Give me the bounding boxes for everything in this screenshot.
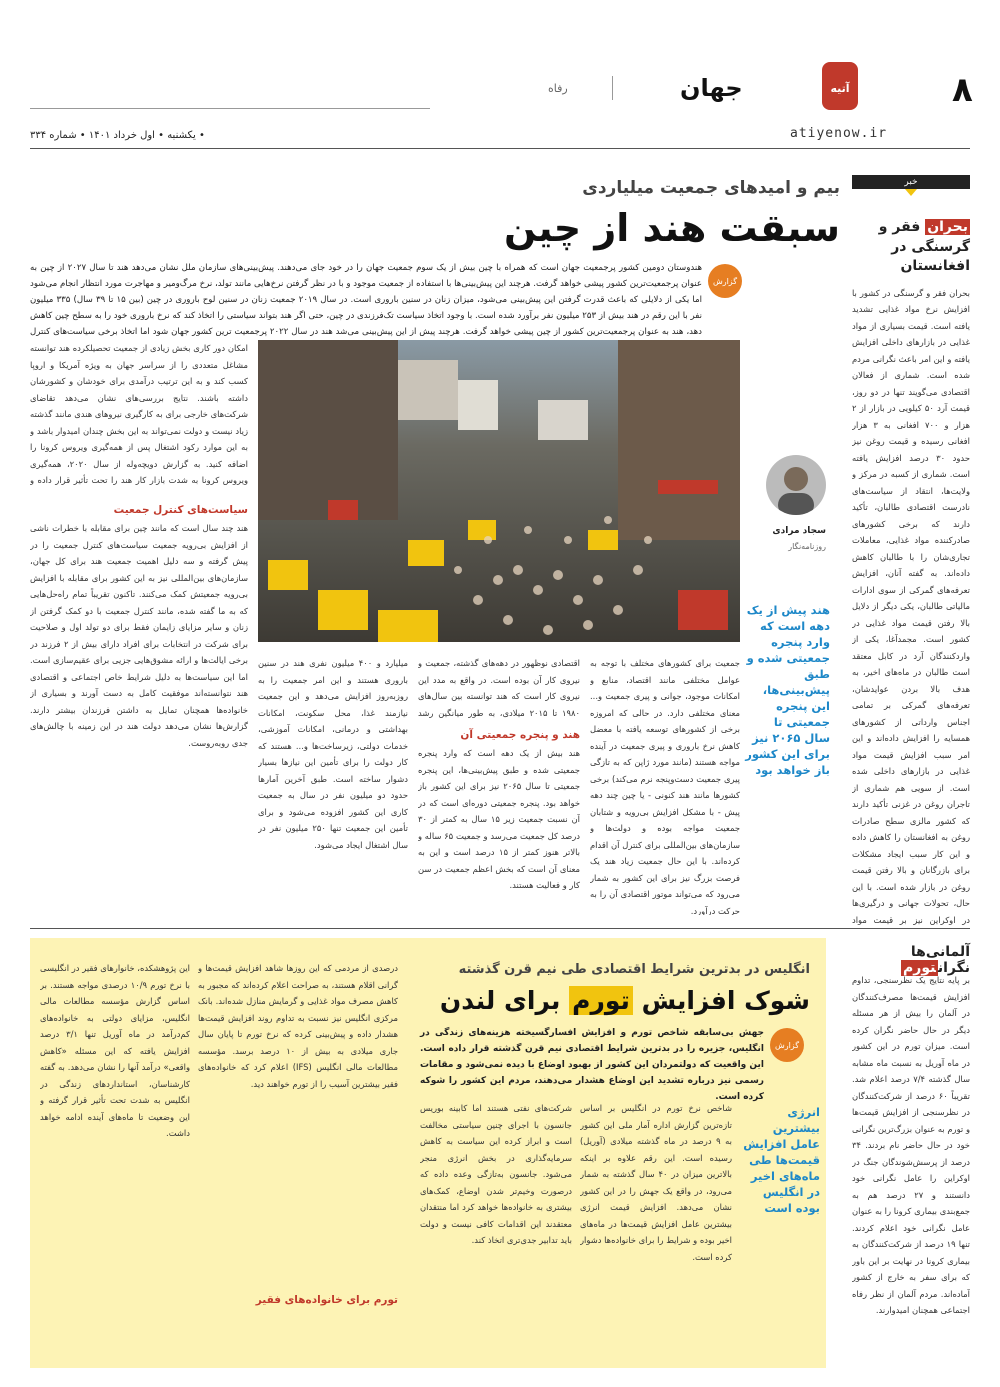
sidebar-body-2: بر پایه نتایج یک نظرسنجی، تداوم افزایش قیمت‌ها مصرف‌کنندگان در آلمان را بیش از هر مسئله دیگر در حال حاضر نگران کرده است. میزان تورم در این کشور در ماه آوریل به نسبت ماه مشابه سال گذشته ۷/۴ درصد اعلام شد. تقریباً ۶۰ درصد از شرکت‌کنندگان در نظرسنجی از افزایش قیمت‌ها و تورم به عنوان بزرگ‌ترین نگرانی خود در حال حاضر نام بردند. ۳۴ درصد از پرسش‌شوندگان جنگ در اوکراین را عامل نگرانی خود دانستند و ۲۷ درصد هم به جمع‌بندی بیماری کرونا را به عنوان عامل نگرانی خود اعلام کردند. تنها ۱۹ درصد از شرکت‌کنندگان به بیماری کرونا در نهایت بر این باور که برای سفر به خارج از کشور آماده‌اند. مردم آلمان از نظر رفاه اجتماعی همچنان امیدوارند. — [852, 975, 970, 1315]
article-kicker: بیم و امیدهای جمعیت میلیاردی — [582, 178, 840, 198]
feature-pull-quote: انرژی بیشترین عامل افزایش قیمت‌ها طی ماه‌های اخیر در انگلیس بوده است — [743, 1105, 820, 1215]
feature-headline — [420, 986, 810, 1015]
section-divider — [612, 76, 613, 100]
top-rule — [30, 108, 430, 109]
feature-kicker: انگلیس در بدترین شرایط اقتصادی طی نیم قرن گذشته — [458, 962, 810, 977]
sidebar-news-column — [852, 175, 970, 925]
section-title: جهان — [680, 74, 743, 102]
article-lead: هندوستان دومین کشور پرجمعیت جهان است که همراه با چین بیش از یک سوم جمعیت جهان را در خود جای می‌دهند. پیش‌بینی‌های سازمان ملل نشان می‌دهد هند تا سال ۲۰۲۷ از چین به عنوان پرجمعیت‌ترین کشور پیشی خواهد گرفت. هرچند این پیش‌بینی‌ها با استفاده از جمعیت موجود و با در نظر گرفتن نرخ‌هایی مانند تولد، نرخ مرگ‌ومیر و مهاجرت مورد انتظار انجام می‌شود اما یکی از دلایلی که باعث قدرت گرفتن این پیش‌بینی می‌شود، میزان زنان در سنین باروری است. در سال ۲۰۱۹ جمعیت زنان در سنین لوح باروری در چین (بین ۱۵ تا ۳۹ سال) ۳۳۵ میلیون نفر با این رقم در هند بیش از ۲۵۳ میلیون نفر برآورد شده است. با وجود اتخاذ سیاست تک‌فرزندی در چین، حتی اگر هند بتواند سیاستی را اتخاذ کند که نرخ باروری خود را به سطح چین کاهش دهد، هند به عنوان پرجمعیت‌ترین کشور از چین پیشی خواهد گرفت. هرچند پیش از این پیش‌بینی می‌شد هند در سال ۲۰۲۲ پرجمعیت ترین کشور جهان شود اما اتخاذ برخی سیاست‌های کنترل — [30, 263, 702, 337]
feature-column-3: درصدی از مردمی که این روزها شاهد افزایش قیمت‌ها و گرانی اقلام هستند، به صراحت اعلام کرده‌اند که مجبور به کاهش مصرف مواد غذایی و گرمایش منازل شده‌اند. بانک مرکزی انگلیس نیز نسبت به تداوم روند افزایش قیمت‌ها هشدار داده و پیش‌بینی کرده که نرخ تورم تا پایان سال جاری میلادی به بیش از ۱۰ درصد برسد. مؤسسه مطالعات مالی انگلیس (IFS) اعلام کرد که خانواده‌های فقیر بیشترین آسیب را از تورم خواهند دید. — [198, 963, 398, 1089]
subhead-population-window: هند و پنجره جمعیتی آن — [460, 729, 580, 741]
article-column-mid-a: میلیارد و ۴۰۰ میلیون نفری هند در سنین باروری هستند و این امر جمعیت را به روزبه‌روز افزایش می‌دهد و این جمعیت نیازمند غذا، محل سکونت، امکانات بهداشتی و درمانی، امکانات آموزشی، خدمات دولتی، زیرساخت‌ها و... هستند که کار دولت را برای تأمین این نیازها بسیار دشوار ساخته است. طبق آخرین آمارها حدود دو میلیون نفر در سال به جمعیت کاری این کشور افزوده می‌شود و برای تأمین این جمعیت تنها ۲۵۰ میلیون نفر در سال اشتغال ایجاد می‌شود. — [258, 658, 408, 850]
article-column-mid — [418, 655, 580, 910]
feature-column-1: شاخص نرخ تورم در انگلیس بر اساس تازه‌ترین گزارش اداره آمار ملی این کشور به ۹ درصد در ماه گذشته میلادی (آوریل) رسیده است. این رقم علاوه بر اینکه بالاترین میزان در ۴۰ سال گذشته به شمار می‌رود، در واقع یک جهش را در این کشور نشان می‌دهد. افزایش قیمت انرژی بیشترین عامل افزایش قیمت‌ها در ماه‌های اخیر بوده و شرایط را برای خانواده‌ها دشوار کرده است. — [580, 1103, 732, 1262]
crowd-street-photo — [258, 340, 740, 642]
author-role: روزنامه‌نگار — [788, 542, 826, 551]
subhead-poor-families: تورم برای خانواده‌های فقیر — [255, 1294, 398, 1306]
headline-highlight: بحران — [927, 219, 968, 235]
website-url[interactable]: atiyenow.ir — [790, 126, 888, 141]
article-headline: سبقت هند از چین — [504, 206, 840, 250]
article-column-left-top: امکان دور کاری بخش زیادی از جمعیت تحصیلکرده هند توانسته مشاغل متعددی را از سراسر جهان به ویژه آمریکا و اروپا کسب کند و به این ترتیب درآمدی برای خودشان و کشورشان داشته باشند. نتایج بررسی‌های نشان می‌دهد تقاضای شرکت‌های خارجی برای به کارگیری نیروهای هندی مانند گذشته زیاد نیست و دولت نمی‌تواند به این بخش چندان امیدوار باشد و به این موارد رکود اشتغال پس از همه‌گیری ویروس کرونا را اضافه کنید. به گزارش دویچه‌وله از سال ۲۰۲۰، همه‌گیری ویروس کرونا به شدت بازار کار هند را تحت تأثیر قرار داده و — [30, 343, 248, 485]
sidebar-body: بحران فقر و گرسنگی در کشور با افزایش نرخ مواد غذایی تشدید یافته است. قیمت بسیاری از مواد غذایی در بازارهای داخلی افزایش یافته و این امر باعث نگرانی مردم شده است. شماری از فعالان اقتصادی می‌گویند تنها در دو روز، قیمت آرد ۵۰ کیلویی در بازار از ۲ هزار و ۷۰۰ افغانی به ۳ هزار افغانی رسیده و قیمت روغن نیز حدود ۳۰ درصد افزایش یافته است. شماری از کسبه در مرکز و ولایت‌ها، انتقاد از سیاست‌های نادرست اقتصادی طالبان، تأکید دارند که برخی کشورهای صادرکننده مواد غذایی، معاملات تجاری‌شان را با طالبان کاهش داده‌اند. به گفته آنان، افزایش تعرفه‌های گمرکی از سوی ادارات مالیاتی طالبان، یکی دیگر از دلایل بالا رفتن قیمت مواد غذایی در کشور است. مجمدآغا، یکی از واردکنندگان آرد در کابل معتقد است طالبان در ماه‌های اخیر، به هدف بالا بردن عوایدشان، تعرفه‌های گمرکی بر تمامی اجناس وارداتی از کشورهای همسایه را افزایش داده‌اند و این امر سبب افزایش قیمت مواد غذایی در بازارهای داخلی شده است. از سویی هم شماری از تاجران روغن در غزنی تأکید دارند که کشور مالزی سطح صادرات روغن به افغانستان را کاهش داده و این کار سبب ایجاد مشکلات برای بازرگانان و بالا رفتن قیمت روغن در بازار شده است. با این حال، تحولات جهانی و درگیری‌ها در اوکراین نیز بر قیمت مواد — [852, 287, 970, 925]
author-name: سجاد مرادی — [772, 526, 826, 536]
feature-lead: جهش بی‌سابقه شاخص تورم و افزایش افسارگسیخته هزینه‌های زندگی در انگلیس، جزیره را در بدترین شرایط اقتصادی نیم قرن گذشته قرار داده است. این واقعیت که دولتمردان این کشور از بهبود اوضاع با دیده نمی‌شود و مقامات رسمی نیز درباره تشدید این اوضاع هشدار می‌دهند، مردم این کشور را شوکه کرده است. — [420, 1028, 764, 1102]
page-number: ۸ — [952, 70, 973, 110]
article-column-mid-b: اقتصادی نوظهور در دهه‌های گذشته، جمعیت و نیروی کار آن بوده است. در واقع به مدد این نیروی کار است که هند توانسته بین سال‌های ۱۹۸۰ تا ۲۰۱۵ میلادی، به طور میانگین رشد — [418, 658, 580, 718]
report-badge: گزارش — [708, 264, 742, 298]
sidebar-headline — [852, 218, 970, 277]
feature-headline-post: برای لندن — [439, 986, 561, 1015]
feature-column-4: این پژوهشکده، خانوارهای فقیر در انگلیسی با نرخ تورم ۱۰/۹ درصدی مواجه هستند. بر اساس گزارش مؤسسه مطالعات مالی انگلیس، مزایای دولتی به خانواده‌های کم‌درآمد در ماه آوریل تنها ۳/۱ درصد افزایش یافته که این مسئله «کاهش واقعی» درآمد آنها را نشان می‌دهد. به گفته کارشناسان، استانداردهای زندگی در انگلیس به شدت تحت تأثیر قرار گرفته و این وضعیت تا ماه‌های آینده ادامه خواهد داشت. — [40, 963, 190, 1138]
pull-quote: هند پیش از یک دهه است که وارد پنجره جمعیتی شده و طبق پیش‌بینی‌ها، این پنجره جمعیتی تا سال ۲۰۶۵ نیز برای این کشور باز خواهد بود — [745, 603, 830, 777]
author-portrait — [766, 455, 826, 515]
feature-column-3-wrap — [198, 960, 398, 1310]
section-rule — [30, 928, 970, 929]
arrow-down-icon — [905, 189, 917, 196]
issue-info: • یکشنبه • اول خرداد ۱۴۰۱ • شماره ۳۳۴ — [30, 130, 205, 141]
subhead-population-policy: سیاست‌های کنترل جمعیت — [113, 504, 248, 516]
feature-column-2: شرکت‌های نفتی هستند اما کابینه بوریس جانسون با اجرای چنین سیاستی مخالفت است و ابراز کرده این سیاست به کاهش سرمایه‌گذاری در بخش انرژی منجر می‌شود. جانسون به‌تازگی وعده داده که درصورت وخیم‌تر شدن اوضاع، کمک‌های بیشتری به خانواده‌ها خواهد کرد اما منتقدان معتقدند این اقدامات کافی نیست و دولت باید تدابیر جدی‌تری اتخاذ کند. — [420, 1103, 572, 1245]
header-rule — [30, 148, 970, 149]
report-badge-2: گزارش — [770, 1028, 804, 1062]
newspaper-logo — [818, 60, 862, 112]
news-tag: خبر — [852, 175, 970, 189]
headline-rest: فقر و گرسنگی در افغانستان — [878, 219, 970, 275]
article-column-mid-c: هند بیش از یک دهه است که وارد پنجره جمعیتی شده و طبق پیش‌بینی‌ها، این پنجره جمعیتی تا سال ۲۰۶۵ نیز برای این کشور باز خواهد بود. پنجره جمعیتی دوره‌ای است که در آن نسبت جمعیت زیر ۱۵ سال به کمتر از ۳۰ درصد کل جمعیت می‌رسد و جمعیت ۶۵ ساله و بالاتر هنوز کمتر از ۱۵ درصد است و این به معنای آن است که بخش اعظم جمعیت در سن کار و فعالیت هستند. — [418, 748, 580, 890]
article-column-right: جمعیت برای کشورهای مختلف با توجه به عوامل مختلفی مانند اقتصاد، منابع و امکانات موجود، جوانی و پیری جمعیت و... معنای مختلفی دارد. در حالی که امروزه برخی از کشورهای توسعه یافته با معضل کاهش نرخ باروری و پیری جمعیت در آینده مواجه هستند (مانند مورد ژاپن که به تازگی پیری جمعیت دست‌وپنجه نرم می‌کند) برخی کشورها مانند هند کنونی - یا چین چند دهه پیش - با مشکل افزایش بی‌رویه و شتابان جمعیت مواجه بوده و دولت‌ها و سازمان‌های بین‌المللی برای کنترل آن اقدام کرده‌اند. با این حال جمعیت زیاد هند یک فرصت بزرگ نیز برای این کشور به شمار می‌رود که می‌تواند موتور اقتصادی آن را به حرکت درآورد. — [590, 658, 740, 915]
headline-2-highlight: تورم — [903, 960, 936, 976]
section-subtitle: رفاه — [548, 82, 568, 95]
svg-text:آتیه: آتیه — [830, 82, 850, 95]
feature-headline-highlight: تورم — [569, 986, 633, 1015]
article-column-left-bottom: هند چند سال است که مانند چین برای مقابله با خطرات ناشی از افزایش بی‌رویه جمعیت سیاست‌های کنترل جمعیت را در پیش گرفته و سه دلیل اهمیت جمعیت هند برای کل جهان، سازمان‌های بین‌المللی نیز به این کشور برای مقابله با افزایش بی‌رویه جمعیتش کمک می‌کنند. تاکنون تقریباً تمام راه‌حل‌هایی که به ما گفته شده، مانند کنترل جمعیت با دو کمک گرفتن از زنان و سایر مزایای زایمان فقط برای دو تولد اول و صلاحیت برای شرکت در انتخابات برای افراد دارای بیش از ۲ فرزند در برخی ایالت‌ها و ارائه مشوق‌هایی جزیی برای عقیم‌سازی است. اما این سیاست‌ها به دلیل شرایط خاص اجتماعی و اقتصادی هند نتوانسته‌اند موفقیت کامل به دست آورند و بسیاری از خانواده‌ها همچنان تمایل به داشتن فرزندان بیشتر دارند. گزارش‌ها نشان می‌دهد دولت هند در این زمینه با چالش‌های جدی روبه‌روست. — [30, 523, 248, 748]
headline-2-rest: آلمانی‌ها نگران — [910, 944, 970, 976]
feature-headline-pre: شوک افزایش — [641, 986, 810, 1015]
